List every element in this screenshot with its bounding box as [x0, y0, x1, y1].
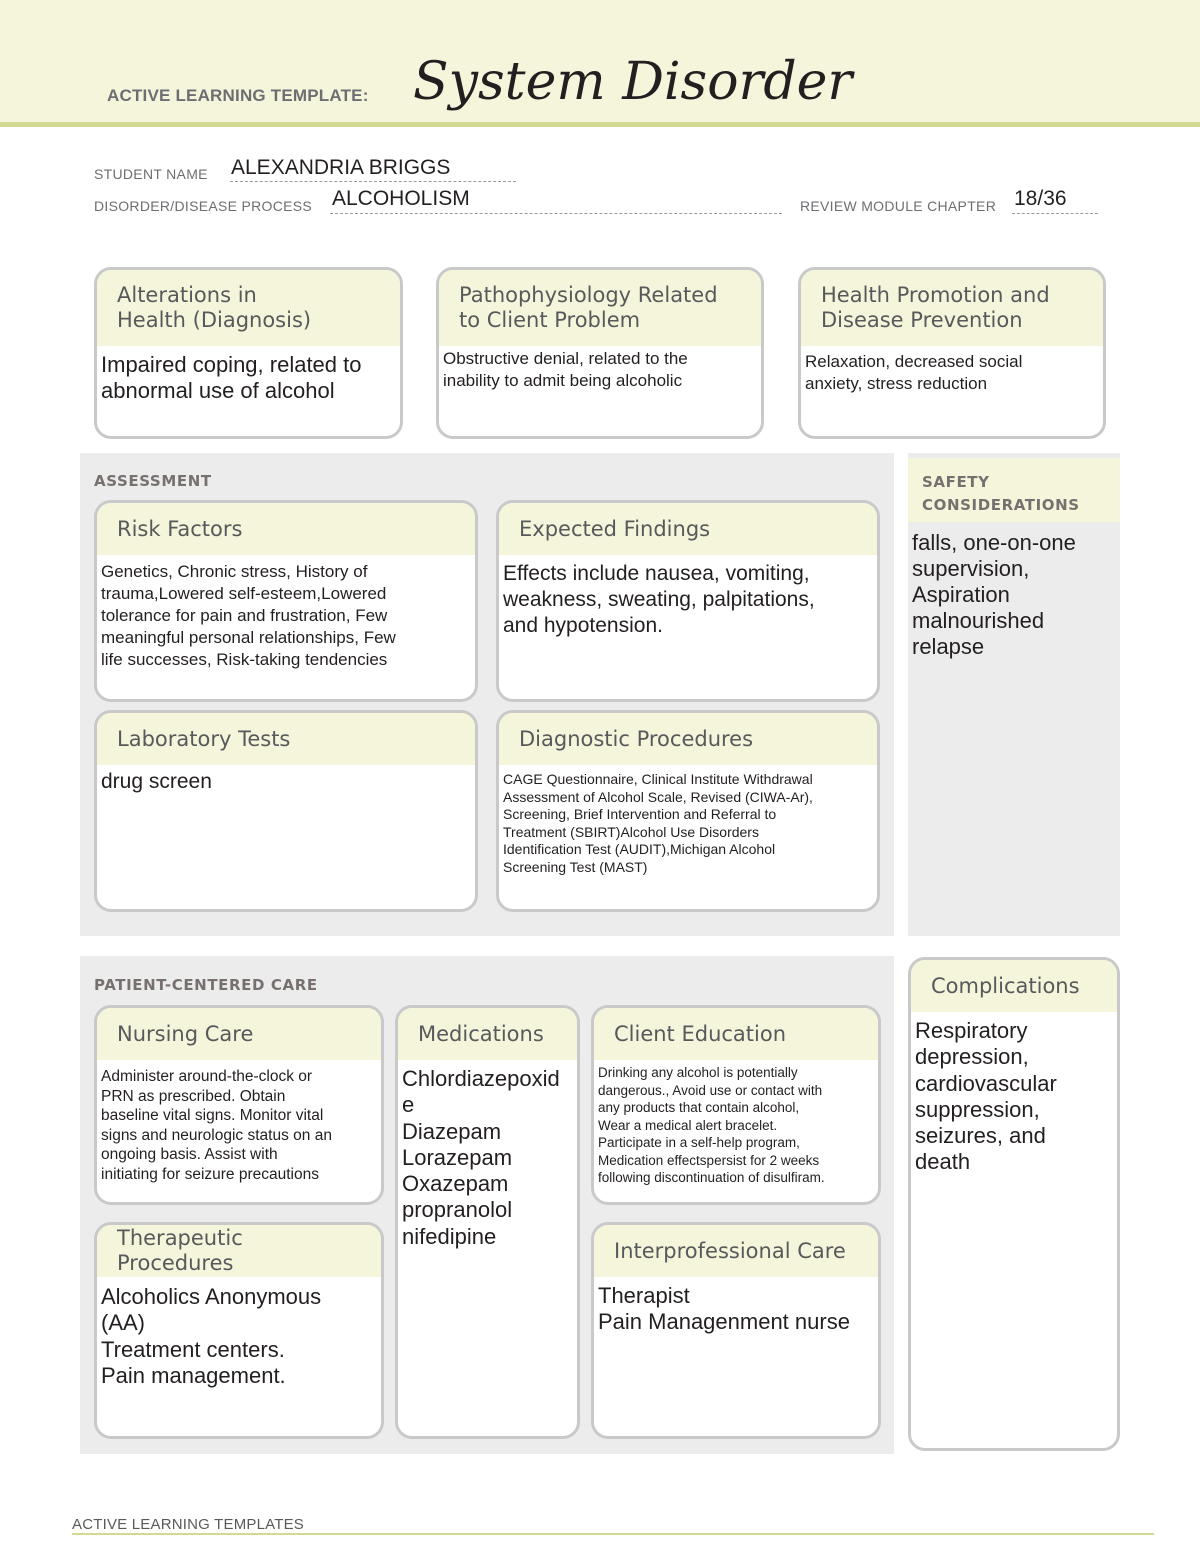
health-promotion-box	[798, 267, 1106, 439]
client-education-box	[591, 1005, 881, 1205]
laboratory-tests-field[interactable]: drug screen	[101, 770, 212, 793]
assessment-label: ASSESSMENT	[94, 472, 212, 490]
complications-field[interactable]: Respiratory depression, cardiovascular suppression, seizures, and death	[915, 1018, 1057, 1175]
alterations-title: Alterations in Health (Diagnosis)	[97, 270, 400, 346]
therapeutic-procedures-title: Therapeutic Procedures	[97, 1225, 381, 1277]
medications-title: Medications	[398, 1008, 577, 1060]
diagnostic-procedures-title: Diagnostic Procedures	[499, 713, 877, 765]
pathophysiology-box	[436, 267, 764, 439]
footer-divider	[72, 1533, 1154, 1535]
client-education-title: Client Education	[594, 1008, 878, 1060]
chapter-field[interactable]: 18/36	[1014, 187, 1067, 210]
health-promotion-field[interactable]: Relaxation, decreased social anxiety, stress reduction	[805, 352, 1023, 393]
safety-field[interactable]: falls, one-on-one supervision, Aspiration malnourished relapse	[912, 530, 1076, 659]
interprofessional-care-field[interactable]: Therapist Pain Managenment nurse	[598, 1283, 850, 1334]
safety-panel	[908, 453, 1120, 936]
header-divider	[0, 122, 1200, 127]
nursing-care-field[interactable]: Administer around-the-clock or PRN as prescribed. Obtain baseline vital signs. Monitor vital signs and neurologic status on an ongoing basis. Assist with initiating for seizure precautions	[101, 1068, 332, 1183]
pathophysiology-title: Pathophysiology Related to Client Problem	[439, 270, 761, 346]
risk-factors-field[interactable]: Genetics, Chronic stress, History of trauma,Lowered self-esteem,Lowered tolerance for pain and frustration, Few meaningful personal relationships, Few life successes, Risk-taking tendencies	[101, 562, 396, 669]
alterations-field[interactable]: Impaired coping, related to abnormal use of alcohol	[101, 352, 362, 403]
footer-text: ACTIVE LEARNING TEMPLATES	[72, 1516, 304, 1533]
template-label: ACTIVE LEARNING TEMPLATE:	[107, 86, 369, 105]
interprofessional-care-box	[591, 1222, 881, 1439]
chapter-label: REVIEW MODULE CHAPTER	[800, 198, 997, 214]
medications-field[interactable]: Chlordiazepoxid e Diazepam Lorazepam Oxazepam propranolol nifedipine	[402, 1066, 560, 1249]
medications-box	[395, 1005, 580, 1439]
safety-label: SAFETY CONSIDERATIONS	[922, 473, 1080, 514]
student-name-underline	[230, 181, 516, 182]
complications-box	[908, 957, 1120, 1451]
diagnostic-procedures-field[interactable]: CAGE Questionnaire, Clinical Institute Withdrawal Assessment of Alcohol Scale, Revised (CIWA-Ar), Screening, Brief Intervention and Referral to Treatment (SBIRT)Alcohol Use Disorders Identification Test (AUDIT),Michigan Alcohol Screening Test (MAST)	[503, 771, 813, 875]
disorder-label: DISORDER/DISEASE PROCESS	[94, 198, 313, 214]
expected-findings-box	[496, 500, 880, 702]
nursing-care-box	[94, 1005, 384, 1205]
laboratory-tests-box	[94, 710, 478, 912]
therapeutic-procedures-box	[94, 1222, 384, 1439]
chapter-underline	[1012, 213, 1098, 214]
diagnostic-procedures-box	[496, 710, 880, 912]
health-promotion-title: Health Promotion and Disease Prevention	[801, 270, 1103, 346]
expected-findings-title: Expected Findings	[499, 503, 877, 555]
laboratory-tests-title: Laboratory Tests	[97, 713, 475, 765]
client-education-field[interactable]: Drinking any alcohol is potentially dangerous., Avoid use or contact with any products that contain alcohol, Wear a medical alert bracelet. Participate in a self-help program, Medication effectspersist for 2 weeks following discontinuation of disulfiram.	[598, 1065, 825, 1185]
complications-title: Complications	[911, 960, 1117, 1012]
alterations-box	[94, 267, 403, 439]
expected-findings-field[interactable]: Effects include nausea, vomiting, weakness, sweating, palpitations, and hypotension.	[503, 562, 815, 637]
risk-factors-title: Risk Factors	[97, 503, 475, 555]
student-name-label: STUDENT NAME	[94, 166, 208, 182]
disorder-underline	[330, 213, 782, 214]
therapeutic-procedures-field[interactable]: Alcoholics Anonymous (AA) Treatment centers. Pain management.	[101, 1284, 322, 1388]
pathophysiology-field[interactable]: Obstructive denial, related to the inability to admit being alcoholic	[443, 349, 688, 390]
nursing-care-title: Nursing Care	[97, 1008, 381, 1060]
student-name-field[interactable]: ALEXANDRIA BRIGGS	[231, 156, 451, 179]
risk-factors-box	[94, 500, 478, 702]
template-title: System Disorder	[413, 52, 853, 112]
patient-centered-care-label: PATIENT-CENTERED CARE	[94, 976, 318, 994]
disorder-field[interactable]: ALCOHOLISM	[332, 187, 470, 210]
interprofessional-care-title: Interprofessional Care	[594, 1225, 878, 1277]
